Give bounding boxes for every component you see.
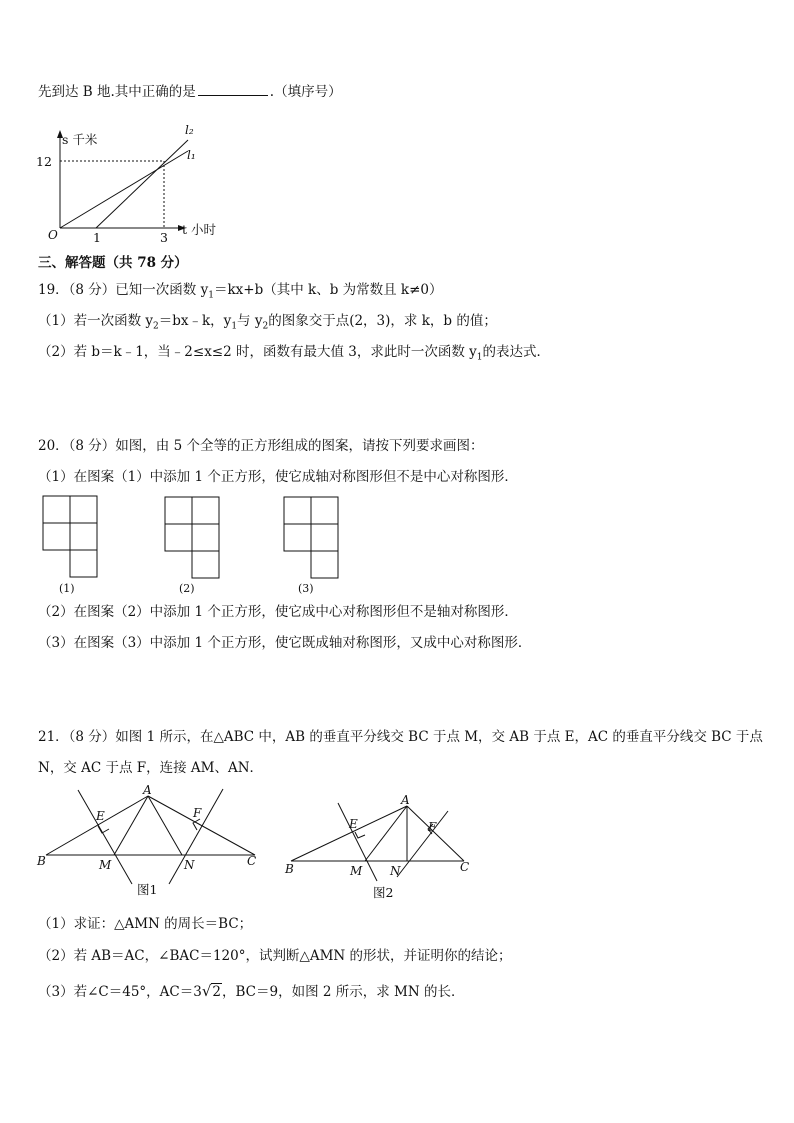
q19-part2 [38, 343, 550, 367]
pattern-caption-3: (3) [298, 582, 314, 595]
q19-p1-d: 的图象交于点(2，3)，求 k，b 的值； [268, 313, 497, 329]
y-axis-label: s 千米 [62, 132, 98, 147]
fig2-label-N: N [390, 864, 401, 878]
fig1-label-E: E [96, 809, 105, 823]
q19-stem-post: ＝kx+b（其中 k、b 为常数且 k≠0） [213, 282, 443, 298]
distance-time-graph [30, 118, 230, 243]
q21-stem-line1: 21．（8 分）如图 1 所示，在△ABC 中，AB 的垂直平分线交 BC 于点 M，交 AB 于点 E，AC 的垂直平分线交 BC 于点 [38, 729, 763, 745]
q19-p2-sub: 1 [476, 352, 483, 363]
q20-stem: 20．（8 分）如图，由 5 个全等的正方形组成的图案，请按下列要求画图： [38, 438, 484, 454]
line-label-l1: l₁ [187, 148, 196, 162]
q21-stem-line2: N，交 AC 于点 F，连接 AM、AN． [38, 760, 264, 776]
pattern-caption-1: (1) [59, 582, 75, 595]
intro-text: 先到达 B 地.其中正确的是 [38, 84, 196, 100]
q21-p3-a: （3）若∠C＝45°，AC＝3 [38, 984, 202, 1000]
fig2-label-C: C [460, 860, 470, 874]
fig2-label-E: E [349, 817, 358, 831]
y-tick-12: 12 [36, 154, 52, 169]
q20-part3: （3）在图案（3）中添加 1 个正方形，使它既成轴对称图形，又成中心对称图形． [38, 635, 532, 651]
fig2-caption: 图2 [373, 885, 394, 900]
q19-p1-sub3: 2 [262, 321, 269, 332]
q21-part2: （2）若 AB＝AC，∠BAC＝120°，试判断△AMN 的形状，并证明你的结论； [38, 948, 512, 964]
fig1-label-A: A [143, 783, 152, 797]
fig2-label-F: F [428, 820, 437, 834]
q19-p1-sub2: 2 [153, 321, 159, 332]
line-l1 [60, 151, 188, 228]
q19-stem-pre: 19．（8 分）已知一次函数 y [38, 282, 209, 298]
section-title: 三、解答题（共 78 分） [38, 255, 188, 271]
intro-line [38, 83, 342, 101]
x-tick-1: 1 [93, 230, 101, 245]
fig2-label-B: B [285, 862, 294, 876]
fig1-label-N: N [184, 858, 195, 872]
q19-p1-c: 与 y [237, 313, 263, 329]
q19-stem [38, 281, 443, 305]
origin-label: O [48, 228, 58, 242]
fig1-label-F: F [193, 806, 202, 820]
q20-part1: （1）在图案（1）中添加 1 个正方形，使它成轴对称图形但不是中心对称图形． [38, 469, 518, 485]
q19-p1-b: ＝bx﹣k，y [158, 313, 232, 329]
q19-p2-a: （2）若 b＝k﹣1，当﹣2≤x≤2 时，函数有最大值 3，求此时一次函数 y [38, 344, 477, 360]
sqrt-radical: √ [201, 982, 212, 1000]
q21-p3-b: ，BC＝9，如图 2 所示，求 MN 的长． [221, 984, 465, 1000]
pattern-caption-2: (2) [179, 582, 195, 595]
fig1-label-M: M [99, 858, 112, 872]
fig1-caption: 图1 [137, 882, 158, 897]
q19-p1-a: （1）若一次函数 y [38, 313, 154, 329]
x-axis-label: t 小时 [182, 222, 216, 237]
q21-part3 [38, 982, 464, 1001]
square-pattern-3 [284, 497, 344, 597]
q19-stem-sub: 1 [208, 290, 214, 301]
fig1-label-B: B [37, 854, 46, 868]
answer-blank[interactable] [198, 83, 268, 96]
triangle-figure-2 [283, 793, 483, 905]
q19-p1-sub1: 1 [231, 321, 238, 332]
q21-p3-sqrt: 2 [212, 984, 221, 1000]
q19-part1 [38, 312, 497, 336]
triangle-figure-1 [36, 783, 266, 901]
line-l2 [96, 140, 188, 228]
x-tick-3: 3 [160, 230, 168, 245]
fig2-label-M: M [350, 864, 363, 878]
intro-suffix: .（填序号） [269, 84, 342, 100]
q20-part2: （2）在图案（2）中添加 1 个正方形，使它成中心对称图形但不是轴对称图形． [38, 604, 518, 620]
q21-part1: （1）求证：△AMN 的周长＝BC； [38, 916, 253, 932]
line-label-l2: l₂ [185, 123, 194, 137]
fig2-label-A: A [401, 793, 410, 807]
q19-p2-b: 的表达式． [482, 344, 551, 360]
square-pattern-2 [165, 497, 225, 597]
square-pattern-1 [43, 496, 103, 596]
fig1-label-C: C [247, 854, 257, 868]
